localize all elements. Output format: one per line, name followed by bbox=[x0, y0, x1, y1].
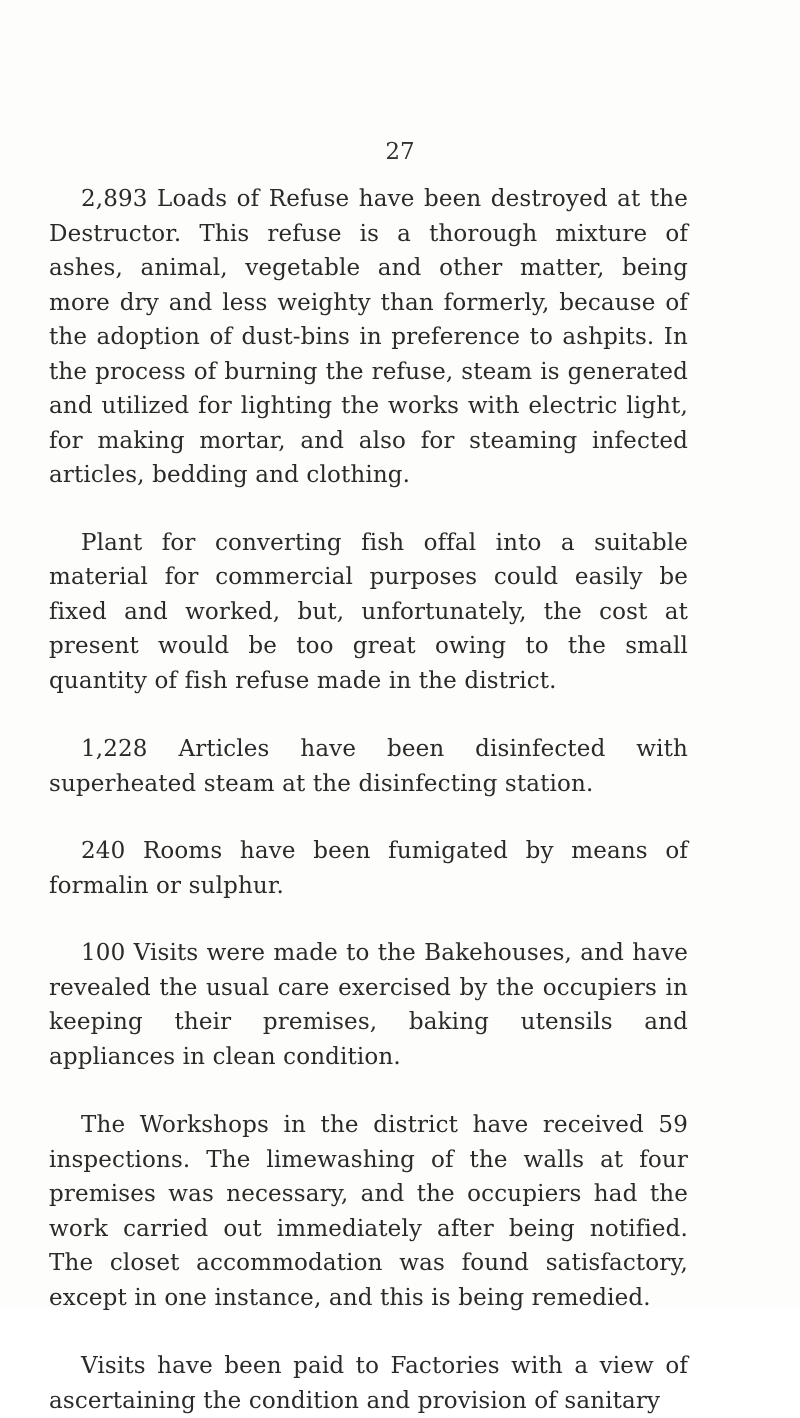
paragraph-factory-visits: Visits have been paid to Factories with a view of ascertaining the condition and provision of sanitary bbox=[49, 1353, 688, 1414]
paragraph-fumigated-rooms: 240 Rooms have been fumigated by means of formalin or sulphur. bbox=[49, 838, 688, 899]
paragraph-bakehouse-visits: 100 Visits were made to the Bakehouses, and have revealed the usual care exercised by the occupiers in keeping their premises, baking utensils and appliances in clean condition. bbox=[49, 940, 688, 1070]
paragraph-workshop-inspections: The Workshops in the district have received 59 inspections. The limewashing of the walls at four premises was necessary, and the occupiers had the work carried out immediately after being notified. The closet accommodation was found satisfactory, except in one instance, and this is being remedied. bbox=[49, 1112, 688, 1311]
paragraph-refuse-destructor: 2,893 Loads of Refuse have been destroyed at the Destructor. This refuse is a thorough mixture of ashes, animal, vegetable and other matter, being more dry and less weighty than formerly, because of the adoption of dust-bins in preference to ashpits. In the process of burning the refuse, steam is generated and utilized for lighting the works with electric light, for making mortar, and also for steaming infected articles, bedding and clothing. bbox=[49, 186, 688, 488]
body-text bbox=[49, 182, 688, 1418]
page-number: 27 bbox=[385, 139, 415, 165]
paragraph-disinfected-articles: 1,228 Articles have been disinfected with superheated steam at the disinfecting station. bbox=[49, 736, 688, 797]
paragraph-fish-offal-plant: Plant for converting fish offal into a suitable material for commercial purposes could easily be fixed and worked, but, unfortunately, the cost at present would be too great owing to the small quantity of fish refuse made in the district. bbox=[49, 529, 688, 694]
